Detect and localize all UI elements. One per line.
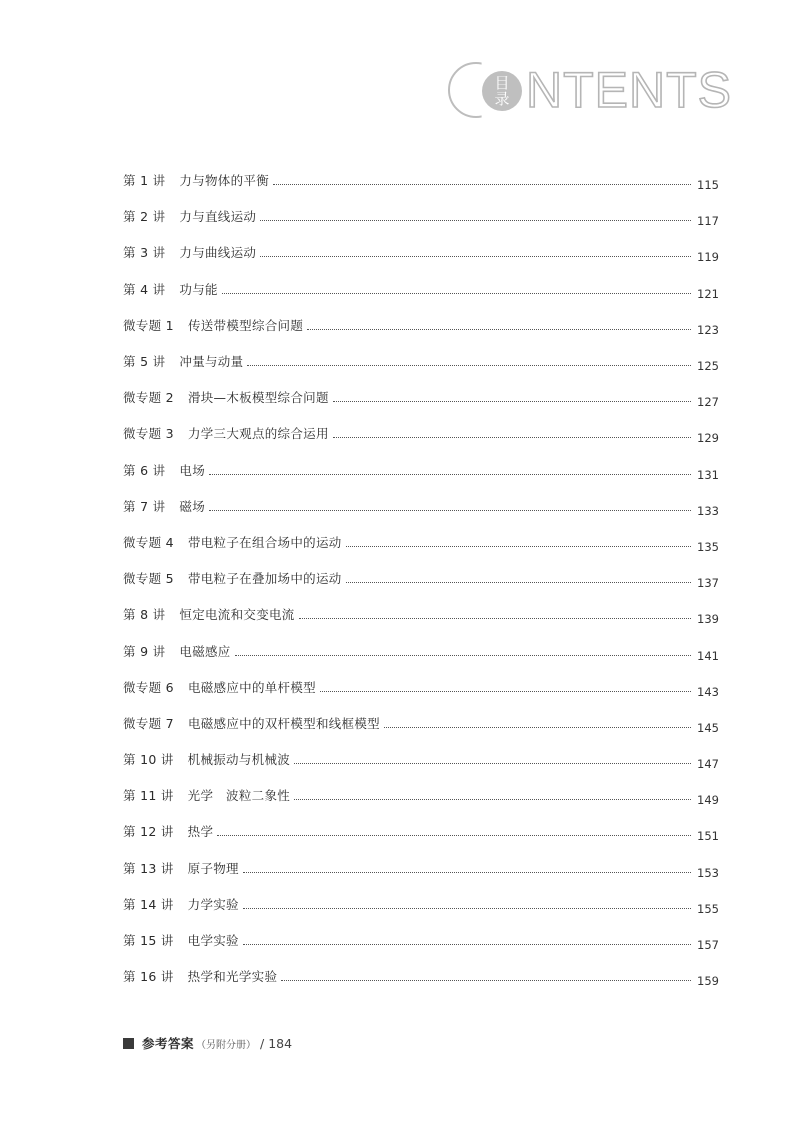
toc-page-number: 151 xyxy=(697,829,719,844)
toc-chapter-number: 第 6 讲 xyxy=(123,462,166,478)
toc-row[interactable] xyxy=(123,669,719,705)
toc-leader-dots xyxy=(346,581,691,583)
toc-page-number: 123 xyxy=(697,322,719,337)
toc-chapter-number: 第 14 讲 xyxy=(123,896,174,912)
toc-page-number: 131 xyxy=(697,467,719,482)
toc-chapter-title: 热学 xyxy=(187,824,214,840)
toc-page-number: 145 xyxy=(697,720,719,735)
toc-chapter-title: 电场 xyxy=(179,462,206,478)
toc-row[interactable] xyxy=(123,415,719,451)
toc-page-number: 153 xyxy=(697,865,719,880)
toc-label xyxy=(123,859,239,877)
toc-row[interactable] xyxy=(123,958,719,994)
toc-chapter-title: 力与物体的平衡 xyxy=(179,173,270,189)
toc-label xyxy=(123,424,329,442)
toc-leader-dots xyxy=(384,726,691,728)
toc-chapter-title: 力与曲线运动 xyxy=(179,245,257,261)
toc-chapter-number: 第 5 讲 xyxy=(123,354,166,370)
toc-chapter-title: 电磁感应中的双杆模型和线框模型 xyxy=(187,715,380,731)
toc-leader-dots xyxy=(307,328,691,330)
toc-chapter-number: 第 13 讲 xyxy=(123,860,174,876)
toc-page-number: 149 xyxy=(697,793,719,808)
toc-label xyxy=(123,678,316,696)
toc-chapter-number: 第 2 讲 xyxy=(123,209,166,225)
toc-page-number: 133 xyxy=(697,503,719,518)
toc-label xyxy=(123,207,256,225)
toc-leader-dots xyxy=(209,509,691,511)
toc-leader-dots xyxy=(346,545,691,547)
toc-page-number: 121 xyxy=(697,286,719,301)
toc-row[interactable] xyxy=(123,379,719,415)
toc-row[interactable] xyxy=(123,488,719,524)
toc-leader-dots xyxy=(260,219,691,221)
toc-chapter-title: 磁场 xyxy=(179,498,206,514)
toc-row[interactable] xyxy=(123,452,719,488)
toc-label xyxy=(123,316,303,334)
toc-chapter-title: 机械振动与机械波 xyxy=(187,752,291,768)
toc-leader-dots xyxy=(243,943,691,945)
toc-chapter-number: 第 7 讲 xyxy=(123,498,166,514)
toc-label xyxy=(123,569,342,587)
toc-page-number: 137 xyxy=(697,576,719,591)
footer-answer-ref[interactable] xyxy=(123,1034,292,1052)
toc-leader-dots xyxy=(281,979,691,981)
toc-chapter-title: 功与能 xyxy=(179,281,218,297)
mulu-top-char: 目 xyxy=(494,74,510,92)
toc-chapter-title: 电磁感应 xyxy=(179,643,231,659)
toc-page-number: 127 xyxy=(697,395,719,410)
toc-chapter-number: 微专题 4 xyxy=(123,534,174,550)
toc-label xyxy=(123,931,239,949)
toc-chapter-number: 第 1 讲 xyxy=(123,173,166,189)
footer-page: / 184 xyxy=(260,1035,293,1051)
toc-chapter-number: 微专题 1 xyxy=(123,317,174,333)
footer-label: 参考答案 xyxy=(142,1036,195,1051)
toc-chapter-number: 第 9 讲 xyxy=(123,643,166,659)
toc-leader-dots xyxy=(320,690,691,692)
toc-leader-dots xyxy=(260,255,691,257)
toc-chapter-title: 恒定电流和交变电流 xyxy=(179,607,295,623)
toc-chapter-title: 滑块—木板模型综合问题 xyxy=(187,390,329,406)
toc-chapter-number: 第 10 讲 xyxy=(123,752,174,768)
toc-chapter-number: 微专题 3 xyxy=(123,426,174,442)
toc-chapter-number: 微专题 5 xyxy=(123,571,174,587)
toc-label xyxy=(123,750,290,768)
toc-chapter-number: 第 12 讲 xyxy=(123,824,174,840)
toc-page-number: 117 xyxy=(697,214,719,229)
mulu-badge xyxy=(482,71,522,111)
toc-chapter-number: 第 16 讲 xyxy=(123,969,174,985)
toc-label xyxy=(123,786,290,804)
toc-leader-dots xyxy=(217,834,691,836)
toc-chapter-number: 微专题 6 xyxy=(123,679,174,695)
toc-leader-dots xyxy=(273,183,691,185)
toc-chapter-number: 第 11 讲 xyxy=(123,788,174,804)
toc-chapter-title: 光学 波粒二象性 xyxy=(187,788,291,804)
footer-note: （另附分册） xyxy=(196,1039,257,1051)
toc-page-number: 125 xyxy=(697,359,719,374)
toc-leader-dots xyxy=(294,798,691,800)
toc-leader-dots xyxy=(222,292,691,294)
toc-chapter-number: 微专题 7 xyxy=(123,715,174,731)
toc-chapter-title: 带电粒子在组合场中的运动 xyxy=(187,534,342,550)
table-of-contents xyxy=(123,162,719,994)
toc-row[interactable] xyxy=(123,741,719,777)
toc-page-number: 147 xyxy=(697,757,719,772)
toc-leader-dots xyxy=(333,400,691,402)
toc-chapter-title: 力学三大观点的综合运用 xyxy=(187,426,329,442)
toc-leader-dots xyxy=(247,364,691,366)
toc-leader-dots xyxy=(294,762,691,764)
toc-chapter-number: 第 4 讲 xyxy=(123,281,166,297)
toc-chapter-title: 带电粒子在叠加场中的运动 xyxy=(187,571,342,587)
toc-leader-dots xyxy=(209,473,691,475)
toc-label xyxy=(123,822,213,840)
contents-title-rest: NTENTS xyxy=(526,62,732,118)
toc-chapter-number: 第 3 讲 xyxy=(123,245,166,261)
toc-chapter-number: 第 8 讲 xyxy=(123,607,166,623)
toc-row[interactable] xyxy=(123,560,719,596)
toc-label xyxy=(123,280,218,298)
toc-row[interactable] xyxy=(123,922,719,958)
toc-page-number: 155 xyxy=(697,901,719,916)
toc-row[interactable] xyxy=(123,198,719,234)
toc-row[interactable] xyxy=(123,813,719,849)
toc-row[interactable] xyxy=(123,886,719,922)
toc-label xyxy=(123,967,277,985)
toc-page-number: 159 xyxy=(697,974,719,989)
square-bullet-icon xyxy=(123,1038,134,1049)
toc-chapter-title: 力与直线运动 xyxy=(179,209,257,225)
toc-label xyxy=(123,895,239,913)
mulu-bottom-char: 录 xyxy=(494,90,510,108)
toc-row[interactable] xyxy=(123,632,719,668)
toc-row[interactable] xyxy=(123,596,719,632)
toc-row[interactable] xyxy=(123,705,719,741)
toc-label xyxy=(123,388,329,406)
toc-row[interactable] xyxy=(123,777,719,813)
toc-label xyxy=(123,714,380,732)
contents-heading xyxy=(448,62,732,120)
toc-leader-dots xyxy=(299,617,691,619)
toc-chapter-title: 冲量与动量 xyxy=(179,354,244,370)
toc-leader-dots xyxy=(333,436,691,438)
toc-page-number: 141 xyxy=(697,648,719,663)
toc-page-number: 129 xyxy=(697,431,719,446)
toc-label xyxy=(123,497,205,515)
toc-label xyxy=(123,605,295,623)
toc-chapter-title: 热学和光学实验 xyxy=(187,969,278,985)
toc-label xyxy=(123,533,342,551)
toc-label xyxy=(123,243,256,261)
toc-chapter-title: 电学实验 xyxy=(187,933,239,949)
toc-chapter-number: 第 15 讲 xyxy=(123,933,174,949)
toc-label xyxy=(123,171,269,189)
toc-label xyxy=(123,352,243,370)
toc-chapter-title: 电磁感应中的单杆模型 xyxy=(187,679,316,695)
toc-label xyxy=(123,461,205,479)
toc-chapter-title: 原子物理 xyxy=(187,860,239,876)
toc-row[interactable] xyxy=(123,850,719,886)
toc-row[interactable] xyxy=(123,271,719,307)
toc-row[interactable] xyxy=(123,307,719,343)
toc-chapter-number: 微专题 2 xyxy=(123,390,174,406)
toc-chapter-title: 力学实验 xyxy=(187,896,239,912)
toc-row[interactable] xyxy=(123,524,719,560)
toc-leader-dots xyxy=(243,907,691,909)
toc-page-number: 135 xyxy=(697,539,719,554)
toc-row[interactable] xyxy=(123,162,719,198)
toc-page-number: 143 xyxy=(697,684,719,699)
toc-leader-dots xyxy=(243,871,691,873)
toc-chapter-title: 传送带模型综合问题 xyxy=(187,317,304,333)
toc-page-number: 115 xyxy=(697,178,719,193)
toc-label xyxy=(123,642,231,660)
toc-leader-dots xyxy=(235,654,691,656)
toc-page-number: 157 xyxy=(697,938,719,953)
toc-row[interactable] xyxy=(123,234,719,270)
toc-page-number: 119 xyxy=(697,250,719,265)
toc-row[interactable] xyxy=(123,343,719,379)
toc-page-number: 139 xyxy=(697,612,719,627)
